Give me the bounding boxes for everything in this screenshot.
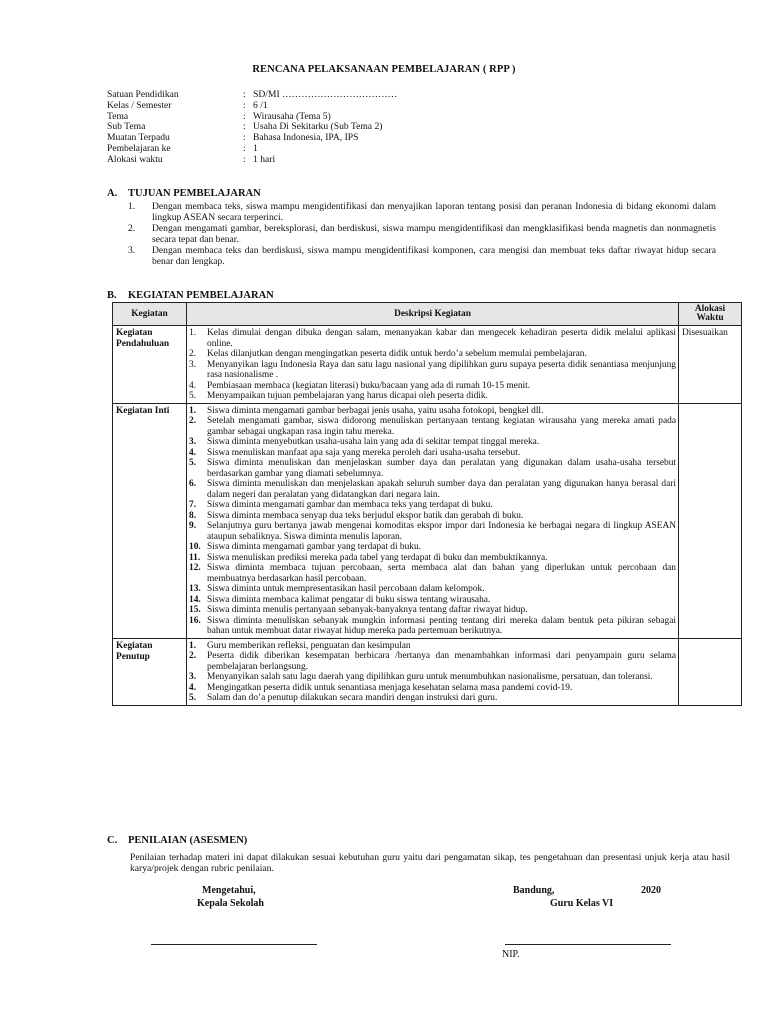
activity-step	[190, 641, 676, 652]
activity-step	[190, 542, 676, 553]
activity-step	[190, 416, 676, 437]
activity-step-text: Selanjutnya guru bertanya jawab mengenai komoditas ekspor impor dari Indonesia ke berbagai negara di lingkup ASEAN ataupun sebaliknya. Siswa diminta menulis laporan.	[207, 521, 676, 542]
signature-left	[197, 884, 264, 910]
kepala-sekolah-label: Kepala Sekolah	[197, 898, 264, 909]
year-label: 2020	[641, 885, 661, 896]
activity-step-number: 5.	[189, 391, 197, 401]
identity-value: 1	[253, 142, 258, 154]
identity-separator: :	[243, 153, 246, 165]
activity-step	[190, 605, 676, 616]
activity-step-text: Siswa diminta mengamati gambar dan membaca teks yang terdapat di buku.	[207, 500, 493, 510]
activity-step	[190, 553, 676, 564]
learning-goal-text: Dengan mengamati gambar, bereksplorasi, dan berdiskusi, siswa mampu mengidentifikasi dan mengklasifikasi benda magnetis dan nonmagnetis secara tepat dan benar.	[152, 223, 716, 245]
activity-step-text: Siswa diminta membaca tujuan percobaan, serta membaca alat dan bahan yang diperlukan untuk percobaan dan membuatnya berdasarkan hasil percobaan.	[207, 563, 676, 584]
activity-step-number: 2.	[189, 416, 197, 426]
activity-row	[113, 326, 742, 404]
activity-step	[190, 595, 676, 606]
activity-step-text: Guru memberikan refleksi, penguatan dan kesimpulan	[207, 640, 411, 651]
activity-step	[190, 521, 676, 542]
activity-step-number: 5.	[189, 458, 197, 468]
mengetahui-label: Mengetahui,	[202, 885, 256, 896]
learning-goal-text: Dengan membaca teks dan berdiskusi, siswa mampu mengidentifikasi komponen, cara mengisi dan membuat teks daftar riwayat hidup secara benar dan lengkap.	[152, 245, 716, 267]
identity-separator: :	[243, 121, 246, 133]
identity-label: Tema	[107, 110, 129, 122]
activity-step-number: 6.	[189, 479, 197, 489]
section-b-number: B.	[107, 290, 117, 301]
activity-step-number: 2.	[189, 651, 197, 661]
activity-phase: Kegiatan Pendahuluan	[113, 326, 187, 404]
city-label: Bandung,	[513, 885, 555, 896]
activity-step	[190, 360, 676, 381]
activity-step-number: 3.	[189, 437, 197, 447]
activity-step	[190, 391, 676, 402]
identity-label: Kelas / Semester	[107, 99, 172, 111]
activity-step-text: Menyampaikan tujuan pembelajaran yang harus dicapai oleh peserta didik.	[207, 391, 488, 401]
activity-step-number: 5.	[189, 693, 197, 703]
header-alokasi: Alokasi Waktu	[679, 303, 742, 326]
activity-description	[187, 326, 679, 404]
activity-step-number: 4.	[189, 682, 197, 693]
activity-step-text: Siswa diminta menuliskan dan menjelaskan apakah seluruh sumber daya dan peralatan yang digunakan hanya berasal dari dalam negeri dan peralatan yang didatangkan dari negara lain.	[207, 479, 676, 500]
activity-step	[190, 693, 676, 704]
activity-step-text: Siswa diminta menuliskan sebanyak mungkin informasi penting tentang diri mereka dalam bentuk peta pikiran sebagai bahan untuk membuat datar riwayat hidup mereka pada pertemuan berikutnya.	[207, 615, 676, 636]
activities-table	[112, 302, 742, 706]
activity-step	[190, 651, 676, 672]
identity-separator: :	[243, 142, 246, 154]
identity-label: Sub Tema	[107, 121, 146, 133]
activity-step-text: Setelah mengamati gambar, siswa didorong menuliskan pertanyaan tentang kegiatan wirausaha yang mereka amati pada gambar sebagai ungkapan rasa ingin tahu mereka.	[207, 416, 676, 437]
activity-step-number: 8.	[189, 510, 197, 521]
assessment-text: Penilaian terhadap materi ini dapat dilakukan sesuai kebutuhan guru yaitu dari pengamatan sikap, tes pengetahuan dan presentasi unjuk kerja atau hasil karya/projek dengan rubric penilaian.	[130, 852, 730, 874]
activity-step-number: 14.	[189, 594, 201, 605]
identity-separator: :	[243, 99, 246, 111]
learning-goal-item	[128, 201, 716, 223]
activity-step-text: Kelas dimulai dengan dibuka dengan salam, menanyakan kabar dan mengecek kehadiran peserta didik melalui aplikasi online.	[207, 328, 676, 349]
activity-step-number: 2.	[189, 349, 197, 359]
activity-step-text: Mengingatkan peserta didik untuk senantiasa menjaga kesehatan selama masa pandemi covid-19.	[207, 682, 573, 693]
identity-value: Bahasa Indonesia, IPA, IPS	[253, 132, 359, 144]
activity-step-text: Menyanyikan salah satu lagu daerah yang dipilihkan guru untuk menumbuhkan nasionalisme, persatuan, dan toleransi.	[207, 672, 653, 682]
activity-step-number: 16.	[189, 615, 201, 626]
activity-step-number: 1.	[189, 640, 197, 651]
learning-goal-number: 1.	[128, 201, 136, 212]
identity-separator: :	[243, 110, 246, 122]
identity-separator: :	[243, 89, 246, 100]
section-a-heading	[107, 188, 261, 199]
section-b-title: KEGIATAN PEMBELAJARAN	[128, 290, 274, 301]
learning-goal-item	[128, 223, 716, 245]
activity-step-text: Kelas dilanjutkan dengan mengingatkan peserta didik untuk berdo’a sebelum memulai pembelajaran.	[207, 349, 587, 359]
identity-label: Pembelajaran ke	[107, 142, 171, 154]
identity-value: 6 /1	[253, 99, 268, 111]
activity-row	[113, 638, 742, 705]
header-deskripsi: Deskripsi Kegiatan	[187, 303, 679, 326]
activity-step-number: 1.	[189, 328, 197, 338]
activity-step	[190, 448, 676, 459]
learning-goal-number: 2.	[128, 223, 136, 234]
activity-step-text: Siswa diminta mengamati gambar berbagai jenis usaha, yaitu usaha fotokopi, bengkel dll.	[207, 405, 544, 416]
activity-step-text: Menyanyikan lagu Indonesia Raya dan satu lagu nasional yang dipilihkan guru supaya peserta didik senantiasa menjunjung rasa nasionalisme .	[207, 359, 676, 380]
activity-step-text: Siswa diminta menyebutkan usaha-usaha lain yang ada di sekitar tempat tinggal mereka.	[207, 437, 540, 447]
activity-step-text: Siswa diminta membaca senyap dua teks berjudul ekspor batik dan gerabah di buku.	[207, 510, 524, 521]
activity-step	[190, 563, 676, 584]
guru-kelas-label: Guru Kelas VI	[550, 898, 614, 909]
activity-step-number: 9.	[189, 521, 197, 531]
activity-step-number: 4.	[189, 447, 197, 458]
signature-right	[513, 884, 663, 910]
section-c-number: C.	[107, 835, 118, 846]
activity-step-text: Peserta didik diberikan kesempatan berbicara /bertanya dan menambahkan informasi dari penyampain guru selama pembelajaran berlangsung.	[207, 651, 676, 672]
header-kegiatan: Kegiatan	[113, 303, 187, 326]
activity-step	[190, 381, 676, 392]
activity-step-number: 10.	[189, 542, 201, 552]
activity-time-allocation	[679, 638, 742, 705]
activities-table-header	[113, 303, 742, 326]
activity-step-text: Pembiasaan membaca (kegiatan literasi) buku/bacaan yang ada di rumah 10-15 menit.	[207, 380, 531, 391]
section-c-heading	[107, 835, 247, 846]
activity-step-number: 15.	[189, 605, 201, 615]
activity-step-text: Siswa menuliskan manfaat apa saja yang mereka peroleh dari usaha-usaha tersebut.	[207, 447, 521, 458]
activity-step	[190, 458, 676, 479]
activity-step	[190, 328, 676, 349]
document-title: RENCANA PELAKSANAAN PEMBELAJARAN ( RPP )	[252, 64, 516, 75]
identity-value: Usaha Di Sekitarku (Sub Tema 2)	[253, 121, 383, 133]
identity-separator: :	[243, 132, 246, 144]
section-a-number: A.	[107, 188, 118, 199]
identity-value: Wirausaha (Tema 5)	[253, 110, 331, 122]
activity-description	[187, 403, 679, 638]
activity-step-text: Siswa diminta untuk mempresentasikan hasil percobaan dalam kelompok.	[207, 584, 485, 594]
activity-step-number: 13.	[189, 584, 201, 594]
learning-goal-number: 3.	[128, 245, 136, 256]
activity-time-allocation	[679, 403, 742, 638]
identity-value: SD/MI ………………………………	[253, 89, 398, 100]
activity-step-number: 3.	[189, 672, 197, 682]
activity-step-number: 3.	[189, 359, 197, 370]
activity-time-allocation: Disesuaikan	[679, 326, 742, 404]
identity-label: Muatan Terpadu	[107, 132, 170, 144]
activity-description	[187, 638, 679, 705]
activity-step	[190, 406, 676, 417]
activity-step	[190, 584, 676, 595]
activity-step-number: 7.	[189, 500, 197, 510]
activity-step-number: 12.	[189, 563, 201, 573]
activity-phase: Kegiatan Inti	[113, 403, 187, 638]
nip-label: NIP.	[502, 949, 520, 960]
activity-step	[190, 500, 676, 511]
activity-step	[190, 349, 676, 360]
activity-step-text: Siswa diminta menulis pertanyaan sebanyak-banyaknya tentang daftar riwayat hidup.	[207, 605, 528, 615]
signature-line-left	[151, 944, 317, 945]
learning-goal-text: Dengan membaca teks, siswa mampu mengidentifikasi dan menyajikan laporan tentang posisi dan peranan Indonesia di bidang ekonomi dalam lingkup ASEAN secara terperinci.	[152, 201, 716, 223]
activity-step	[190, 672, 676, 683]
activity-step	[190, 511, 676, 522]
identity-label: Alokasi waktu	[107, 153, 163, 165]
activity-step-text: Salam dan do’a penutup dilakukan secara mandiri dengan instruksi dari guru.	[207, 693, 498, 703]
activity-phase: Kegiatan Penutup	[113, 638, 187, 705]
signature-line-right	[505, 944, 671, 945]
identity-value: 1 hari	[253, 153, 276, 165]
section-c-title: PENILAIAN (ASESMEN)	[128, 835, 248, 846]
activity-step-number: 4.	[189, 380, 197, 391]
activity-step-text: Siswa diminta mengamati gambar yang terdapat di buku.	[207, 542, 422, 552]
identity-label: Satuan Pendidikan	[107, 89, 179, 100]
learning-goal-item	[128, 245, 716, 267]
activity-row	[113, 403, 742, 638]
section-a-title: TUJUAN PEMBELAJARAN	[128, 188, 261, 199]
activity-step-text: Siswa diminta menuliskan dan menjelaskan sumber daya dan peralatan yang digunakan dalam usaha-usaha tersebut berdasarkan gambar yang diamati sebelumnya.	[207, 458, 676, 479]
activity-step	[190, 437, 676, 448]
activity-step	[190, 683, 676, 694]
activity-step-number: 1.	[189, 405, 197, 416]
activity-step-text: Siswa diminta membaca kalimat pengatar di buku siswa tentang wirausaha.	[207, 594, 491, 605]
section-b-heading	[107, 290, 274, 301]
activity-step	[190, 616, 676, 637]
activity-step-number: 11.	[189, 552, 201, 563]
learning-goals-list	[128, 201, 716, 267]
activity-step	[190, 479, 676, 500]
activity-step-text: Siswa menuliskan prediksi mereka pada tabel yang terdapat di buku dan membuktikannya.	[207, 552, 548, 563]
